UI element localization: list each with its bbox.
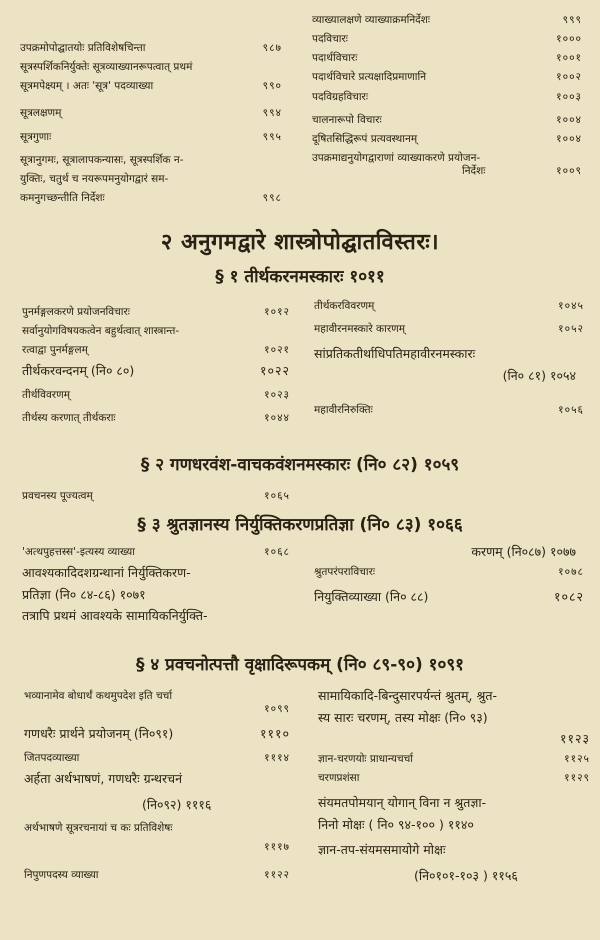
s3-right-column [314, 544, 584, 604]
index-entry [312, 91, 582, 104]
entry-text: पदार्थविचारे प्रत्यक्षादिप्रमाणानि [312, 71, 427, 84]
index-entry [312, 14, 582, 27]
index-entry [314, 544, 584, 560]
entry-page: १०९९ [264, 703, 290, 716]
index-entry [24, 703, 290, 716]
entry-text: तीर्थविवरणम् [22, 389, 70, 401]
index-entry [314, 346, 584, 362]
index-entry [312, 71, 582, 84]
entry-text: सामायिकादि-बिन्दुसारपर्यन्तं श्रुतम्, श्रुत- [318, 688, 497, 703]
index-entry [22, 412, 290, 425]
s2-left-column [22, 490, 290, 503]
entry-text: तीर्थकरविवरणम् [314, 300, 375, 312]
index-entry [312, 165, 582, 178]
index-entry [20, 107, 282, 120]
index-entry [318, 731, 590, 747]
entry-text: श्रुतपरंपराविचारः [314, 565, 376, 578]
entry-text: (नि०९२) १११६ [142, 796, 212, 812]
index-entry [314, 566, 584, 579]
entry-page: ११२९ [564, 772, 590, 784]
index-entry [318, 710, 590, 726]
s1-left-column [22, 306, 290, 425]
section-1-title: § १ तीर्थकरनमस्कारः १०११ [215, 267, 385, 287]
entry-page: १०५२ [558, 323, 584, 336]
index-entry [20, 173, 282, 186]
entry-page: १११० [259, 726, 290, 742]
entry-text: करणम् (नि०८७) १०७७ [471, 544, 576, 559]
entry-page: १०२२ [259, 363, 290, 379]
entry-text: ज्ञान-तप-संयमसमायोगे मोक्षः [318, 842, 446, 858]
index-entry [24, 771, 290, 787]
entry-text: दूषितसिद्धिरूपं प्रत्यवस्थानम् [312, 132, 418, 145]
entry-page: १०८२ [553, 588, 584, 604]
entry-text: पदविग्रहविचारः [312, 90, 368, 103]
entry-page: १००४ [556, 113, 582, 126]
index-entry [312, 52, 582, 65]
entry-text: चालनारूपो विचारः [312, 113, 382, 126]
entry-page: १०१२ [264, 306, 290, 318]
entry-text: निपुणपदस्य व्याख्या [24, 868, 99, 881]
index-entry [314, 300, 584, 313]
entry-text: प्रतिज्ञा (नि० ८४-८६) १०७१ [22, 586, 146, 602]
entry-page: १००२ [556, 71, 582, 84]
s1-right-column [314, 300, 584, 417]
index-entry [24, 690, 290, 703]
entry-text: (नि०१०१-१०३ ) ११५६ [414, 868, 518, 883]
entry-text: निनो मोक्षः ( नि० ९४-१०० ) ११४० [318, 816, 474, 832]
entry-text: निर्देशः [462, 165, 486, 177]
index-entry [20, 61, 282, 74]
index-entry [318, 688, 590, 704]
entry-text: कमनुगच्छन्तीति निर्देशः [20, 191, 105, 204]
s4-right-column [318, 688, 590, 884]
entry-text: सूत्रगुणाः [20, 130, 52, 143]
index-entry [20, 80, 282, 93]
entry-text: पदार्थविचारः [312, 52, 358, 65]
index-entry [24, 822, 290, 835]
entry-text: पदविचारः [312, 33, 348, 46]
index-entry [22, 389, 290, 402]
entry-text: 'अत्थपुहत्तस्स'-इत्यस्य व्याख्या [22, 546, 135, 558]
entry-page: १००९ [556, 165, 582, 177]
entry-page: ११२५ [564, 752, 590, 765]
entry-text: जितपदव्याख्या [24, 751, 80, 764]
index-entry [22, 587, 290, 603]
entry-text: व्याख्यालक्षणे व्याख्याक्रमनिर्देशः [312, 14, 431, 26]
index-entry [20, 42, 282, 55]
top-left-column [20, 42, 282, 205]
index-entry [318, 795, 590, 811]
index-entry [22, 325, 290, 338]
entry-text: उपक्रमाद्यनुयोगद्वाराणां व्याख्याकरणे प्रयोजन- [312, 151, 481, 164]
index-entry [20, 154, 282, 167]
index-entry [318, 772, 590, 785]
entry-text: संयमतपोमयान् योगान् विना न श्रुतज्ञा- [318, 795, 487, 811]
entry-page: १००१ [556, 52, 582, 65]
entry-text: तीर्थस्य करणात् तीर्थकराः [22, 412, 116, 425]
entry-page: १०४४ [264, 412, 290, 425]
index-entry [312, 133, 582, 146]
index-entry [20, 131, 282, 144]
index-entry [22, 565, 290, 581]
entry-text: सांप्रतिकतीर्थाधिपतिमहावीरनमस्कारः [314, 346, 476, 362]
index-entry [24, 752, 290, 765]
entry-page: १११४ [264, 751, 290, 764]
entry-text: प्रवचनस्य पूज्यत्वम् [22, 490, 93, 502]
index-entry [22, 344, 290, 357]
entry-page: १११७ [264, 841, 290, 854]
index-entry [318, 753, 590, 766]
entry-text: चरणप्रशंसा [318, 772, 360, 784]
entry-page: १०२१ [264, 344, 290, 357]
entry-text: सूत्रस्पर्शिकनिर्युक्तेः सूत्रव्याख्यानरूपत्वात् प्रथमं [20, 61, 193, 74]
entry-text: पुनर्मङ्गलकरणे प्रयोजनविचारः [22, 306, 130, 318]
entry-text: महावीरनिरुक्तिः [314, 403, 373, 416]
index-entry [20, 192, 282, 205]
entry-text: ज्ञान-चरणयोः प्राधान्यचर्चा [318, 752, 414, 765]
entry-page: ११२३ [559, 731, 590, 747]
entry-text: नियुक्तिव्याख्या (नि० ८८) [314, 588, 429, 604]
entry-page: १०६८ [264, 546, 290, 558]
section-4-title: § ४ प्रवचनोत्पत्तौ वृक्षादिरूपकम् (नि० ८९-९०) १०९१ [135, 655, 465, 675]
entry-page: १०६५ [264, 490, 290, 502]
entry-page: १००३ [556, 90, 582, 103]
section-2-title: § २ गणधरवंश-वाचकवंशनमस्कारः (नि० ८२) १०५९ [140, 455, 460, 475]
entry-text: रत्वाद्वा पुनर्मङ्गलम् [22, 344, 88, 357]
entry-text: (नि० ८१) १०५४ [502, 367, 576, 383]
index-entry [22, 306, 290, 319]
entry-page: ९९० [262, 80, 282, 93]
entry-text: अर्हता अर्थभाषणं, गणधरैः ग्रन्थरचनं [24, 771, 183, 786]
index-entry [312, 152, 582, 165]
entry-text: सूत्रलक्षणम् [20, 107, 62, 120]
entry-text: आवश्यकादिदशग्रन्थानां निर्युक्तिकरण- [22, 565, 191, 581]
entry-text: भव्यानामेव बोधार्थं कथमुपदेश इति चर्चा [24, 690, 173, 702]
index-entry [24, 841, 290, 854]
s4-left-column [24, 690, 290, 882]
entry-text: महावीरनमस्कारे कारणम् [314, 323, 405, 336]
index-entry [314, 589, 584, 605]
index-entry [318, 868, 590, 884]
index-entry [314, 404, 584, 417]
s3-left-column [22, 546, 290, 624]
entry-page: १०७८ [558, 565, 584, 578]
entry-page: ९८७ [262, 42, 282, 54]
entry-page: ११२२ [264, 868, 290, 881]
index-entry [312, 33, 582, 46]
entry-page: १००० [556, 33, 582, 46]
entry-page: १०२३ [264, 389, 290, 401]
index-entry [314, 323, 584, 336]
index-entry [24, 797, 290, 813]
index-entry [22, 546, 290, 559]
entry-page: १००४ [556, 132, 582, 145]
index-entry [312, 114, 582, 127]
entry-text: युक्तिः, चतुर्थ च नयरूपमनुयोगद्वारं सम- [20, 172, 169, 185]
entry-page: ९९९ [562, 14, 582, 26]
entry-text: उपक्रमोपोद्घातयोः प्रतिविशेषचिन्ता [20, 42, 146, 54]
index-entry [22, 608, 290, 624]
entry-page: १०५६ [558, 403, 584, 416]
entry-text: सूत्रमपेक्ष्यम् । अतः 'सूत्र' पदव्याख्या [20, 80, 154, 93]
chapter-title: २ अनुगमद्वारे शास्त्रोपोद्घातविस्तरः। [160, 230, 440, 255]
entry-text: गणधरैः प्रार्थने प्रयोजनम् (नि०९१) [24, 726, 174, 742]
entry-text: तीर्थकरवन्दनम् (नि० ८०) [22, 363, 135, 379]
top-right-column [312, 14, 582, 178]
index-entry [22, 490, 290, 503]
index-entry [314, 368, 584, 384]
index-entry [24, 726, 290, 742]
entry-text: स्य सारः चरणम्, तस्य मोक्षः (नि० ९३) [318, 709, 488, 725]
entry-page: ९९५ [262, 130, 282, 143]
entry-text: सर्वानुयोगविषयकत्वेन बहुर्थत्वात् शास्त्रान्त- [22, 325, 180, 338]
index-entry [318, 817, 590, 833]
section-3-title: § ३ श्रुतज्ञानस्य निर्युक्तिकरणप्रतिज्ञा (नि० ८३) १०६६ [137, 515, 463, 535]
entry-page: ९९४ [262, 107, 282, 120]
entry-text: अर्थभाषणे सूत्ररचनायां च कः प्रतिविशेषः [24, 822, 173, 835]
entry-text: तत्रापि प्रथमं आवश्यके सामायिकनिर्युक्ति- [22, 608, 208, 624]
index-entry [318, 842, 590, 858]
index-entry [24, 869, 290, 882]
entry-text: सूत्रानुगमः, सूत्रालापकन्यासः, सूत्रस्पर्शिक न- [20, 153, 184, 166]
index-entry [22, 363, 290, 379]
entry-page: ९९८ [262, 191, 282, 204]
entry-page: १०४५ [558, 300, 584, 312]
